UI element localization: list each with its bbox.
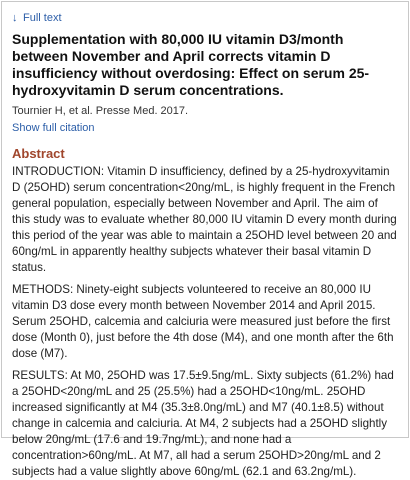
show-full-citation-link[interactable]: Show full citation xyxy=(12,122,95,134)
abstract-methods: METHODS: Ninety-eight subjects volunteered to receive an 80,000 IU vitamin D3 dose every month between November 2014 and April 2015. Serum 25OHD, calcemia and calciuria were measured just before the first dose (Month 0), just before the 4th dose (M4), and one month after the 6th dose (M7). xyxy=(12,283,394,360)
full-text-label: Full text xyxy=(23,12,62,24)
abstract-results: RESULTS: At M0, 25OHD was 17.5±9.5ng/mL. Sixty subjects (61.2%) had a 25OHD<20ng/mL and 25 (25.5%) had a 25OHD<10ng/mL. 25OHD increased significantly at M4 (35.3±8.0ng/mL) and M7 (40.1±8.5) without change in calcemia and calciuria. At M4, 2 subjects had a 25OHD slightly below 20ng/mL (17.6 and 19.7ng/mL), and none had a concentration>60ng/mL. At M7, all had a serum 25OHD>20ng/mL and 2 subjects had a value slightly above 60ng/mL (62.1 and 63.2ng/mL). xyxy=(12,369,394,478)
abstract-heading: Abstract xyxy=(12,146,65,161)
down-arrow-icon: ↓ xyxy=(12,11,18,24)
citation-text: Tournier H, et al. Presse Med. 2017. xyxy=(12,105,189,117)
panel-content xyxy=(2,2,408,480)
abstract-panel xyxy=(1,1,409,478)
full-text-link[interactable] xyxy=(12,10,398,26)
abstract-introduction: INTRODUCTION: Vitamin D insufficiency, defined by a 25-hydroxyvitamin D (25OHD) serum concentration<20ng/mL, is highly frequent in the French general population, especially between November and April. The aim of this study was to evaluate whether 80,000 IU vitamin D every month during this period of the year was able to maintain a 25OHD level between 20 and 60ng/mL in apparently healthy subjects whatever their basal vitamin D status. xyxy=(12,165,397,274)
article-title: Supplementation with 80,000 IU vitamin D3/month between November and April corrects vitamin D insufficiency without overdosing: Effect on serum 25-hydroxyvitamin D serum concentrations. xyxy=(12,31,370,98)
